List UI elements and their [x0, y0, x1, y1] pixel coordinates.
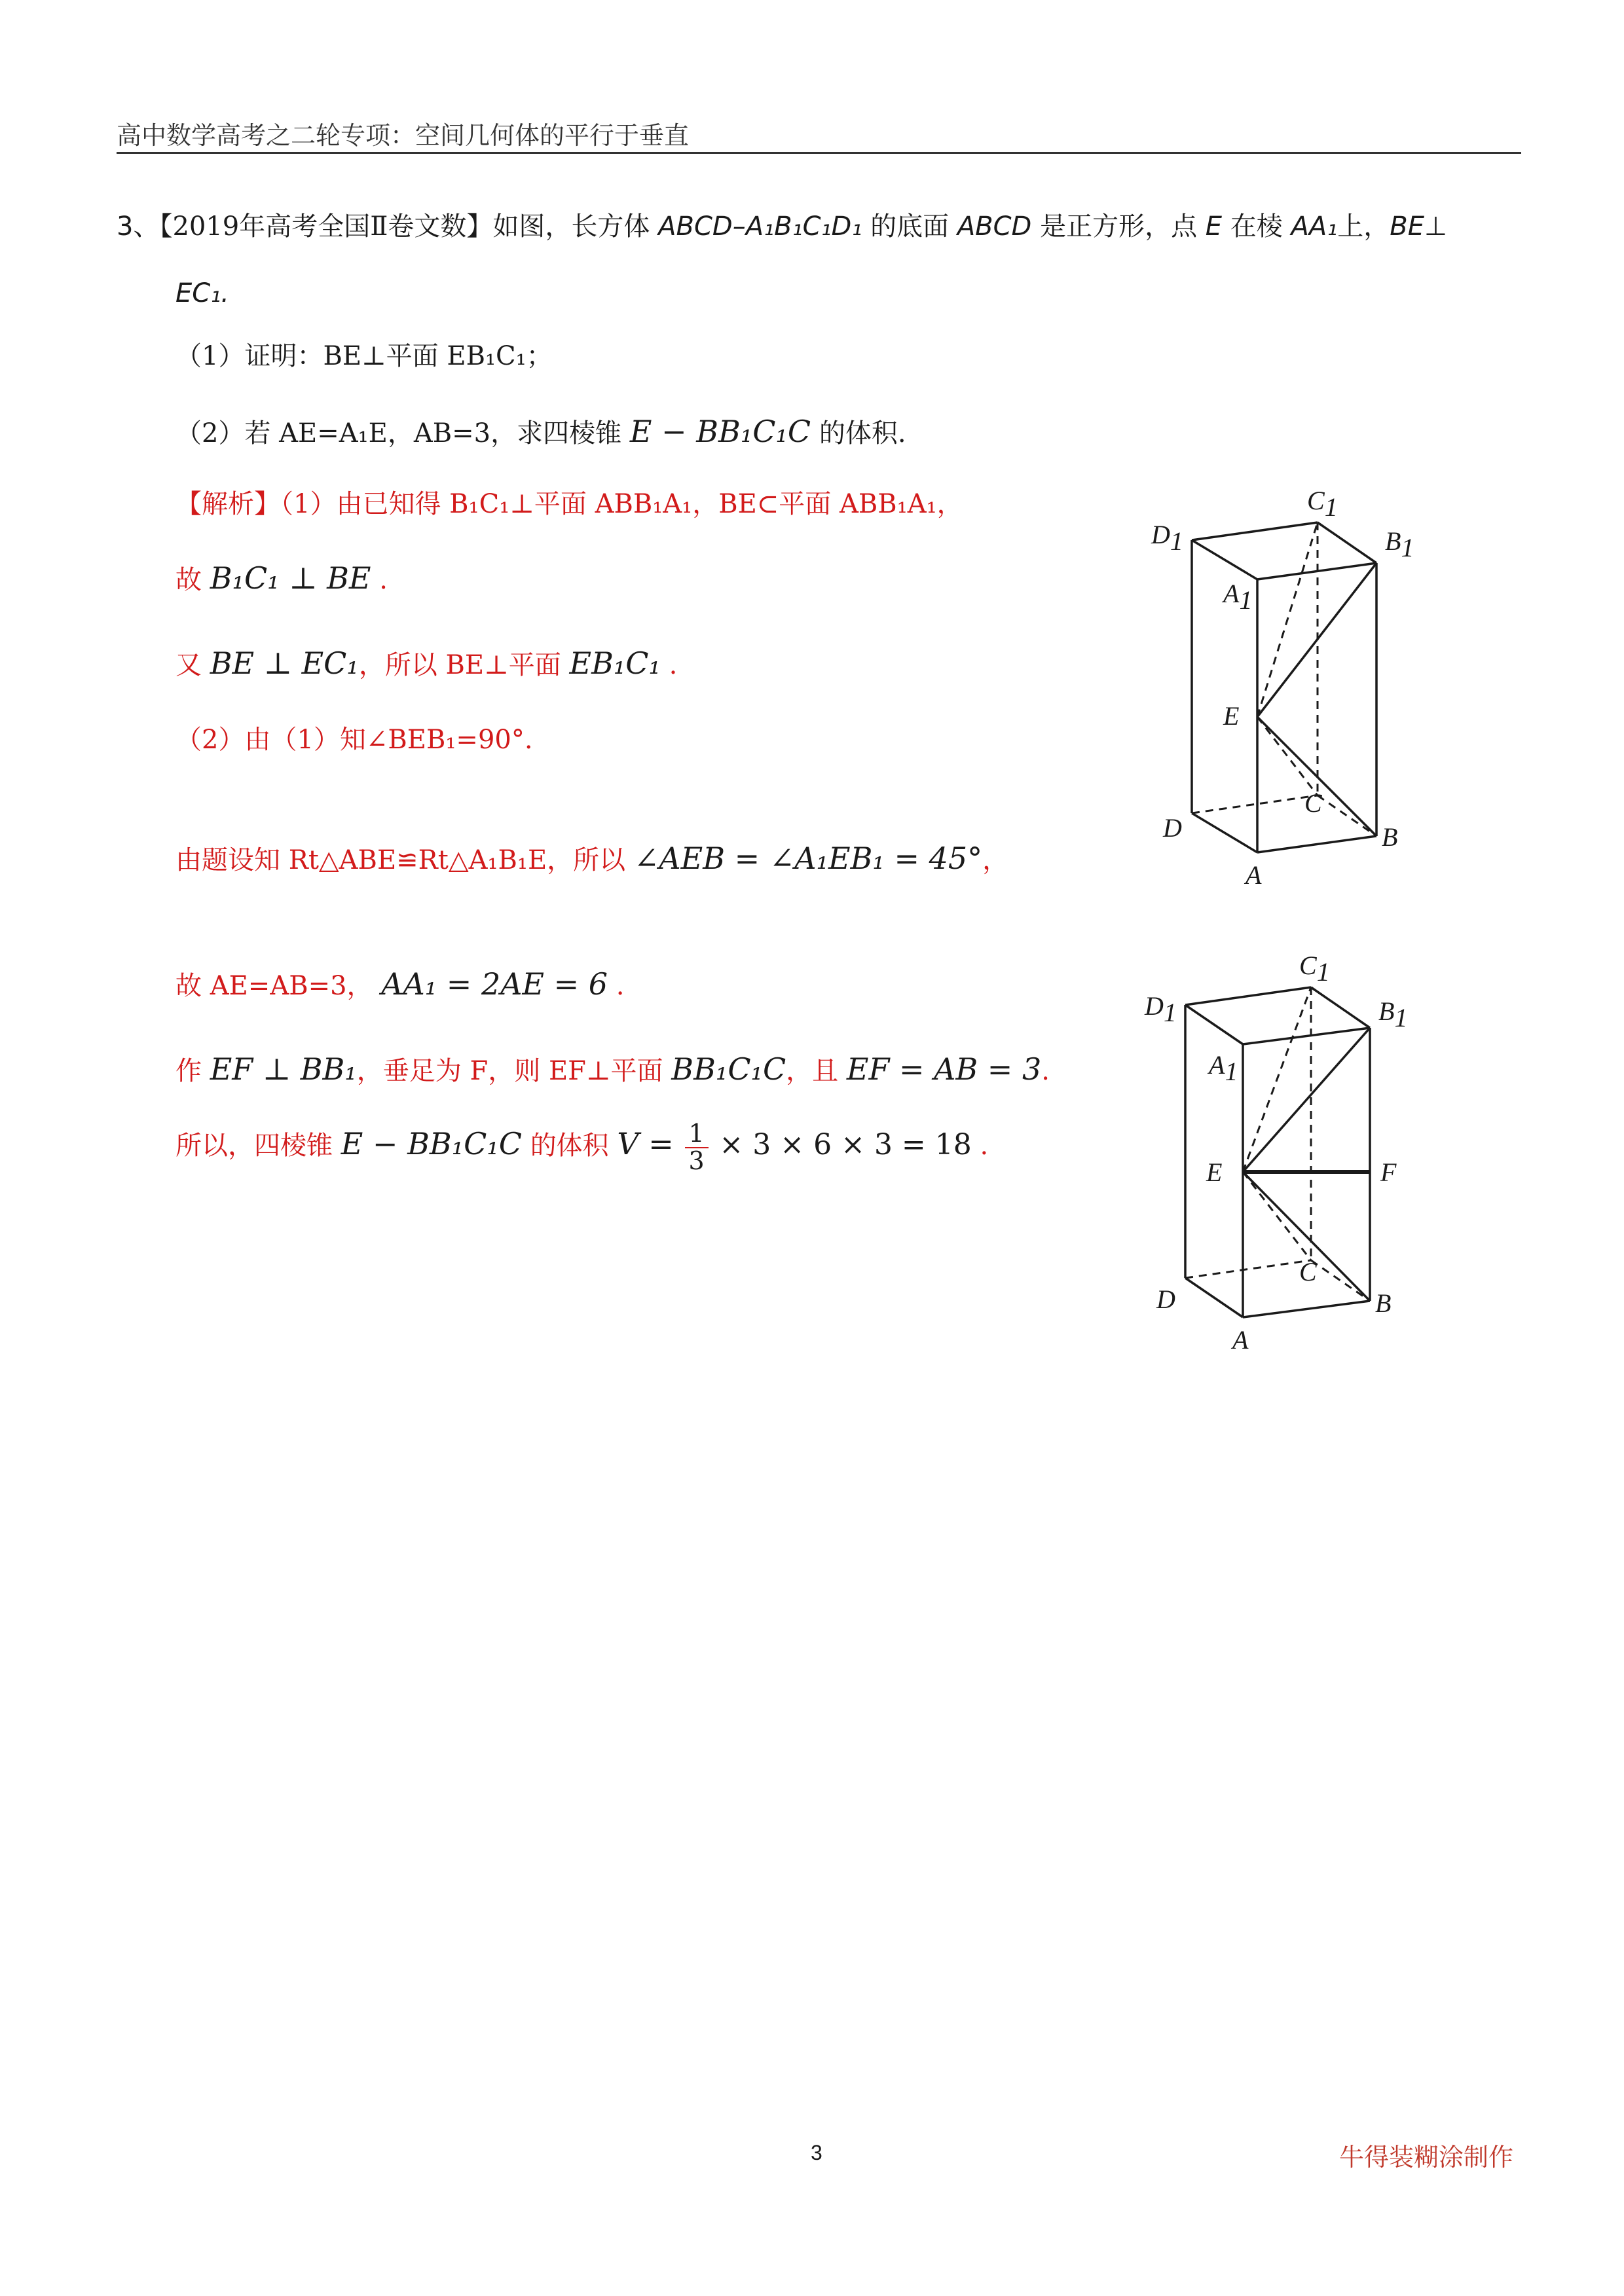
solution-l7-expr-1: EF ⊥ BB₁ — [210, 1051, 357, 1087]
fig2-label-e: E — [1206, 1157, 1223, 1187]
solution-l8-text-b: 的体积 — [530, 1130, 609, 1161]
solution-l3-text-a: 又 — [175, 650, 202, 680]
fig1-hidden-dc — [1192, 795, 1318, 813]
header-rule — [117, 152, 1521, 154]
solution-l7-text-a: 作 — [175, 1056, 202, 1086]
fig1-label-b: B — [1382, 822, 1398, 852]
part2-expr: E − BB₁C₁C — [629, 414, 811, 449]
problem-part-2 — [175, 414, 906, 450]
fig2-hidden-cb — [1311, 1260, 1370, 1301]
solution-l5-end: ， — [982, 845, 1009, 875]
solution-l1: （1）由已知得 B₁C₁⊥平面 ABB₁A₁，BE⊂平面 ABB₁A₁， — [280, 489, 963, 519]
solution-l6-end: . — [616, 971, 625, 1001]
volume-computation: × 3 × 6 × 3 = 18 — [719, 1127, 972, 1161]
fig1-label-a1: A1 — [1223, 579, 1253, 615]
solution-tag: 【解析】 — [175, 489, 280, 519]
problem-stem-3: 是正方形，点 — [1040, 211, 1198, 242]
fig1-label-c1: C1 — [1307, 486, 1338, 522]
fig2-hidden-dc — [1185, 1260, 1311, 1278]
solution-l8-expr: E − BB₁C₁C — [341, 1125, 522, 1161]
figure-1-cuboid — [1139, 478, 1414, 897]
point-e: E — [1205, 211, 1223, 242]
fig2-label-c1: C1 — [1299, 951, 1330, 987]
fig2-hidden-ec1 — [1243, 987, 1311, 1172]
fig2-edge-da — [1185, 1278, 1243, 1317]
fig2-label-f: F — [1380, 1157, 1397, 1187]
fig1-label-e: E — [1223, 701, 1240, 731]
solution-l8-text-a: 所以，四棱锥 — [175, 1130, 333, 1161]
solution-l5-text: 由题设知 Rt△ABE≌Rt△A₁B₁E，所以 — [175, 845, 626, 875]
fig2-edge-d1a1 — [1185, 1005, 1243, 1044]
part2-text-b: 的体积. — [819, 418, 906, 448]
fig2-hidden-ec — [1243, 1172, 1311, 1260]
solution-line-6 — [175, 966, 625, 1002]
fig2-edge-b1c1 — [1311, 987, 1370, 1028]
solution-l3-expr-1: BE ⊥ EC₁ — [210, 646, 359, 681]
base-name: ABCD — [957, 211, 1032, 242]
fig2-label-b: B — [1375, 1288, 1392, 1318]
fig2-label-a: A — [1232, 1325, 1249, 1355]
problem-stem-4: 在棱 — [1230, 211, 1283, 242]
solution-line-5 — [175, 841, 1008, 877]
condition-1: BE⊥ — [1390, 211, 1447, 242]
solution-line-4: （2）由（1）知∠BEB₁=90°. — [175, 725, 533, 755]
solution-l6-expr: AA₁ = 2AE = 6 — [381, 966, 608, 1002]
solution-l2-text: 故 — [175, 565, 202, 595]
fig2-label-b1: B1 — [1378, 996, 1408, 1032]
solution-l7-expr-2: BB₁C₁C — [671, 1051, 786, 1087]
page-number: 3 — [811, 2141, 822, 2164]
solution-l3-text-b: ，所以 BE⊥平面 — [358, 650, 561, 680]
problem-stem-2: 的底面 — [870, 211, 950, 242]
solution-line-3 — [175, 646, 677, 682]
edge-name: AA₁ — [1291, 211, 1338, 242]
solution-l2-expr: B₁C₁ ⊥ BE — [210, 560, 371, 596]
solution-line-1 — [175, 488, 963, 520]
fraction-numerator: 1 — [685, 1121, 709, 1148]
fig1-label-d1: D1 — [1151, 520, 1183, 556]
box-name: ABCD–A₁B₁C₁D₁ — [658, 211, 862, 242]
footer-brand: 牛得装糊涂制作 — [1339, 2143, 1514, 2172]
fig2-segment-eb1 — [1243, 1028, 1370, 1172]
fig2-label-d: D — [1156, 1285, 1175, 1314]
solution-l7-text-b: ，垂足为 F，则 EF⊥平面 — [356, 1056, 663, 1086]
fig1-label-c: C — [1304, 788, 1322, 818]
volume-symbol: V = — [617, 1125, 674, 1161]
solution-l7-expr-3: EF = AB = 3 — [846, 1051, 1042, 1087]
fig1-hidden-ec — [1257, 717, 1318, 795]
fig1-edge-c1d1 — [1192, 522, 1318, 540]
solution-l7-text-c: ，且 — [786, 1056, 839, 1086]
solution-l3-end: . — [669, 650, 678, 680]
fraction-denominator: 3 — [688, 1146, 705, 1175]
problem-source: 【2019年高考全国Ⅱ卷文数】 — [159, 211, 493, 242]
fig2-edge-c1d1 — [1185, 987, 1311, 1005]
fig2-label-a1: A1 — [1209, 1050, 1238, 1086]
solution-l6-text: 故 AE=AB=3， — [175, 971, 373, 1001]
fig1-label-a: A — [1246, 860, 1262, 890]
fig1-edge-da — [1192, 813, 1257, 852]
problem-number: 3、 — [117, 211, 160, 242]
fig2-edge-a1b1 — [1243, 1028, 1370, 1044]
page-header-title: 高中数学高考之二轮专项：空间几何体的平行于垂直 — [117, 121, 690, 150]
solution-l8-end: . — [980, 1130, 989, 1161]
fig1-edge-b1c1 — [1318, 522, 1376, 563]
solution-l5-expr: ∠AEB = ∠A₁EB₁ = 45° — [633, 841, 983, 876]
solution-line-8 — [175, 1121, 988, 1175]
solution-l2-end: . — [379, 565, 388, 595]
part2-text-a: （2）若 AE=A₁E，AB=3，求四棱锥 — [175, 418, 622, 448]
figure-2-cuboid — [1139, 943, 1414, 1362]
fig1-label-d: D — [1163, 813, 1182, 843]
solution-l3-expr-2: EB₁C₁ — [569, 646, 661, 681]
fig2-edge-ab — [1243, 1301, 1370, 1317]
problem-stem-1: 如图，长方体 — [492, 211, 650, 242]
fig1-hidden-cb — [1318, 795, 1376, 836]
fig1-edge-d1a1 — [1192, 540, 1257, 579]
solution-line-2 — [175, 560, 388, 596]
condition-2: EC₁. — [175, 278, 229, 308]
solution-line-7 — [175, 1051, 1050, 1087]
solution-l7-end: . — [1041, 1056, 1050, 1086]
problem-part-1: （1）证明：BE⊥平面 EB₁C₁； — [175, 341, 553, 371]
fig2-label-c: C — [1299, 1257, 1317, 1286]
fig1-label-b1: B1 — [1385, 526, 1414, 562]
problem-stem-5: 上， — [1337, 211, 1390, 242]
problem-line-1 — [117, 211, 1447, 242]
fraction-one-third — [685, 1121, 709, 1175]
fig1-edge-ab — [1257, 836, 1376, 852]
fig2-label-d1: D1 — [1145, 991, 1177, 1027]
fig1-hidden-ec1 — [1257, 522, 1318, 717]
